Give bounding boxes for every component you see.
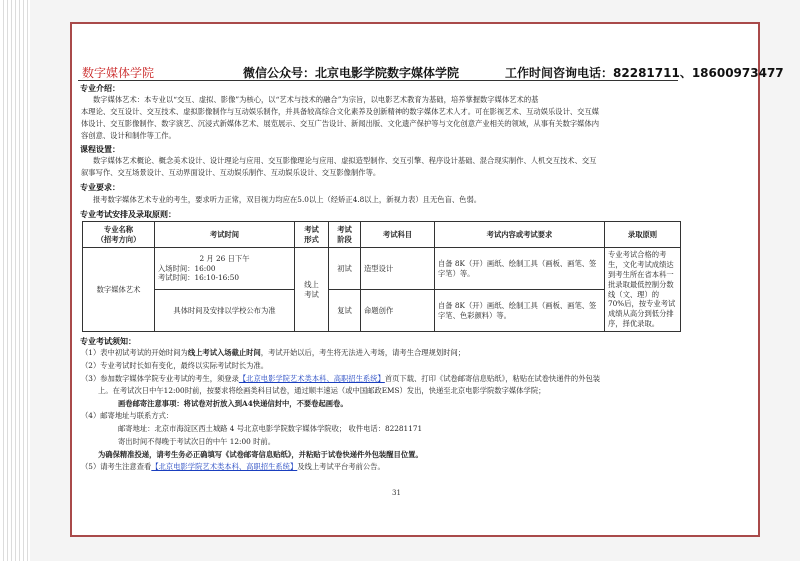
notes-title: 专业考试须知： bbox=[80, 336, 136, 346]
note-1 bbox=[81, 348, 465, 358]
cell-content: 自备 8K（开）画纸、绘制工具（画板、画笔、签字笔、色彩颜料）等。 bbox=[435, 290, 605, 332]
note-5-text: 及线上考试平台考前公告。 bbox=[297, 462, 385, 471]
contact-header bbox=[243, 64, 784, 81]
page-edge-decoration bbox=[0, 0, 30, 561]
header-divider bbox=[78, 80, 678, 81]
note-2: （2）专业考试时长如有变化，最终以实际考试时长为准。 bbox=[81, 361, 269, 370]
intro-title: 专业介绍： bbox=[80, 83, 120, 93]
courses-line: 叙事写作、交互场景设计、互动界面设计、互动娱乐制作、互动娱乐设计、交互影像制作等。 bbox=[81, 168, 381, 177]
cell-stage: 复试 bbox=[329, 290, 361, 332]
intro-line: 数字媒体艺术：本专业以“交互、虚拟、影像”为核心，以“艺术与技术的融合”为宗旨，以电影艺术教育为基础，培养掌握数字媒体艺术的基 bbox=[93, 95, 539, 104]
cell-time-initial bbox=[155, 248, 295, 290]
requirements-text: 报考数字媒体艺术专业的考生，要求听力正常，双目视力均应在5.0以上（经矫正4.8以上，新视力表）且无色盲、色弱。 bbox=[93, 195, 482, 204]
note-1-emphasis: 线上考试入场截止时间 bbox=[187, 348, 261, 357]
col-header-major: 专业名称 （招考方向） bbox=[83, 222, 155, 248]
col-header-form: 考试 形式 bbox=[295, 222, 329, 248]
col-header-stage: 考试 阶段 bbox=[329, 222, 361, 248]
note-3-text: （3）参加数字媒体学院专业考试的考生，须登录 bbox=[81, 374, 239, 383]
note-4-title: （4）邮寄地址与联系方式： bbox=[81, 411, 174, 420]
cell-major: 数字媒体艺术 bbox=[83, 248, 155, 332]
cell-subject: 造型设计 bbox=[361, 248, 435, 290]
col-header-admission: 录取原则 bbox=[605, 222, 681, 248]
exam-time: 考试时间：16:10-16:50 bbox=[158, 273, 240, 283]
note-3-text: 首页下载、打印《试卷邮寄信息贴纸》，粘贴在试卷快递件的外包装 bbox=[384, 374, 601, 383]
school-name: 数字媒体学院 bbox=[82, 66, 155, 80]
note-5 bbox=[81, 462, 385, 472]
requirements-title: 专业要求： bbox=[80, 182, 120, 192]
intro-line: 体设计、交互影像制作、数字演艺、沉浸式新媒体艺术、展览展示、交互广告设计、新闻出版、文化遗产保护等与文化创意产业相关的领域，从事有关数字媒体内 bbox=[81, 119, 600, 128]
mailing-address: 邮寄地址：北京市海淀区西土城路 4 号北京电影学院数字媒体学院收； 收件电话：82281171 bbox=[118, 424, 423, 433]
mailing-reminder: 为确保精准投递，请考生务必正确填写《试卷邮寄信息贴纸》，并粘贴于试卷快递件外包装醒目位置。 bbox=[98, 450, 423, 459]
note-1-text: （1）表中初试考试的开始时间为 bbox=[81, 348, 188, 357]
cell-form: 线上 考试 bbox=[295, 248, 329, 332]
col-header-time: 考试时间 bbox=[155, 222, 295, 248]
note-3 bbox=[81, 374, 600, 384]
courses-line: 数字媒体艺术概论、概念美术设计、设计理论与应用、交互影像理论与应用、虚拟造型制作、交互引擎、程序设计基础、混合现实制作、人机交互技术、交互 bbox=[93, 156, 597, 165]
cell-content: 自备 8K（开）画纸、绘制工具（画板、画笔、签字笔）等。 bbox=[435, 248, 605, 290]
consult-phone: 工作时间咨询电话：82281711、18600973477 bbox=[505, 66, 784, 80]
note-1-text: ，考试开始以后，考生将无法进入考场，请考生合理规划时间； bbox=[260, 348, 466, 357]
entry-time: 入场时间：16:00 bbox=[158, 263, 216, 273]
cell-time-later: 具体时间及安排以学校公布为准 bbox=[155, 290, 295, 332]
note-3-cont: 上。在考试次日中午12:00时前，按要求将绘画类科目试卷，通过顺丰速运（或中国邮政EMS）发出，快递至北京电影学院数字媒体学院； bbox=[98, 386, 546, 395]
exam-title: 专业考试安排及录取原则： bbox=[80, 209, 176, 219]
note-5-text: （5）请考生注意查看 bbox=[81, 462, 152, 471]
col-header-content: 考试内容或考试要求 bbox=[435, 222, 605, 248]
exam-date: 2 月 26 日下午 bbox=[199, 253, 250, 263]
col-header-subject: 考试科目 bbox=[361, 222, 435, 248]
admission-system-link[interactable]: 【北京电影学院艺术类本科、高职招生系统】 bbox=[238, 374, 385, 383]
mailing-deadline: 寄出时间不得晚于考试次日的中午 12:00 时前。 bbox=[118, 437, 276, 446]
cell-subject: 命题创作 bbox=[361, 290, 435, 332]
courses-title: 课程设置： bbox=[80, 144, 120, 154]
wechat-account: 微信公众号：北京电影学院数字媒体学院 bbox=[243, 66, 460, 80]
intro-line: 本理论、交互设计、交互技术、虚拟影像制作与互动娱乐制作，并具备较高综合文化素养及创新精神的数字媒体艺术人才。可在影视艺术、互动娱乐设计、交互媒 bbox=[81, 107, 600, 116]
cell-admission: 专业考试合格的考生，文化考试成绩达到考生所在省本科一批录取最低控制分数线（文、理）的 70%后，按专业考试成绩从高分到低分排序，择优录取。 bbox=[605, 248, 681, 332]
admission-system-link[interactable]: 【北京电影学院艺术类本科、高职招生系统】 bbox=[151, 462, 298, 471]
mailing-caution: 画卷邮寄注意事项：将试卷对折放入到A4快递信封中，不要卷起画卷。 bbox=[118, 399, 348, 408]
intro-line: 容创意、设计和制作等工作。 bbox=[81, 131, 176, 140]
cell-stage: 初试 bbox=[329, 248, 361, 290]
page-number: 31 bbox=[392, 489, 401, 497]
exam-table bbox=[82, 221, 681, 332]
